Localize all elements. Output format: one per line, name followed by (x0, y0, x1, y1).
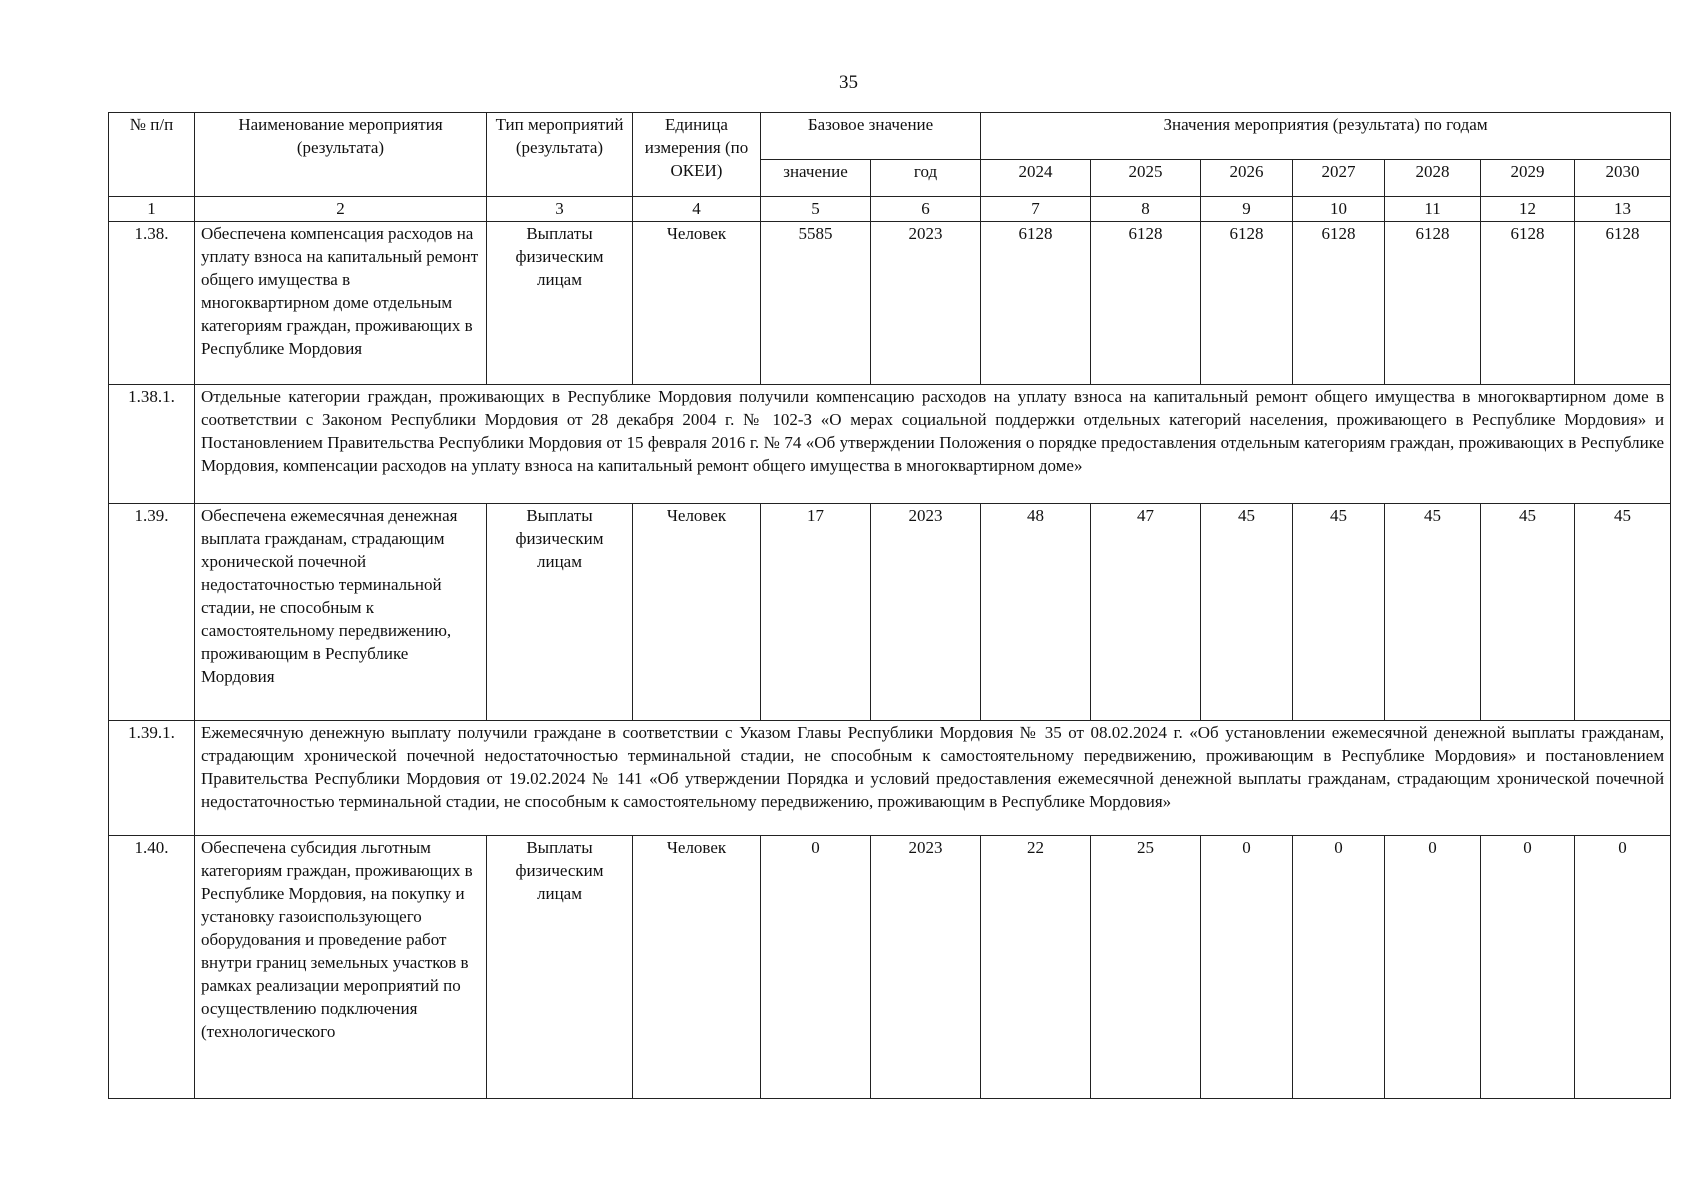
row-year-value: 6128 (1481, 222, 1575, 385)
header-name: Наименование мероприятия (результата) (195, 113, 487, 197)
row-year-value: 6128 (1575, 222, 1671, 385)
column-number: 7 (981, 197, 1091, 222)
row-year-value: 0 (1481, 836, 1575, 1099)
header-unit: Единица измерения (по ОКЕИ) (633, 113, 761, 197)
row-type: Выплаты физическим лицам (487, 222, 633, 385)
row-unit: Человек (633, 222, 761, 385)
column-number: 8 (1091, 197, 1201, 222)
page-number: 35 (839, 72, 858, 93)
header-type: Тип мероприятий (результата) (487, 113, 633, 197)
column-number: 3 (487, 197, 633, 222)
row-name: Обеспечена ежемесячная денежная выплата гражданам, страдающим хронической почечной недостаточностью терминальной стадии, не способным к самостоятельному передвижению, проживающим в Республике Мордовия (195, 504, 487, 721)
row-year-value: 48 (981, 504, 1091, 721)
row-type: Выплаты физическим лицам (487, 504, 633, 721)
detail-row (109, 721, 1671, 836)
row-year-value: 45 (1481, 504, 1575, 721)
row-base-value: 17 (761, 504, 871, 721)
header-year: 2029 (1481, 160, 1575, 197)
row-year-value: 45 (1575, 504, 1671, 721)
column-number: 5 (761, 197, 871, 222)
row-year-value: 25 (1091, 836, 1201, 1099)
column-numbering-row (109, 197, 1671, 222)
column-number: 12 (1481, 197, 1575, 222)
row-number: 1.39. (109, 504, 195, 721)
table-row (109, 222, 1671, 385)
column-number: 1 (109, 197, 195, 222)
row-year-value: 45 (1385, 504, 1481, 721)
table-row (109, 836, 1671, 1099)
column-number: 11 (1385, 197, 1481, 222)
column-number: 13 (1575, 197, 1671, 222)
column-number: 10 (1293, 197, 1385, 222)
row-year-value: 6128 (1201, 222, 1293, 385)
row-year-value: 22 (981, 836, 1091, 1099)
detail-row (109, 385, 1671, 504)
row-base-year: 2023 (871, 222, 981, 385)
row-name: Обеспечена компенсация расходов на уплату взноса на капитальный ремонт общего имущества в многоквартирном доме отдельным категориям граждан, проживающих в Республике Мордовия (195, 222, 487, 385)
row-name: Обеспечена субсидия льготным категориям граждан, проживающих в Республике Мордовия, на покупку и установку газоиспользующего оборудования и проведение работ внутри границ земельных участков в рамках реализации мероприятий по осуществлению подключения (технологического (195, 836, 487, 1099)
row-year-value: 45 (1201, 504, 1293, 721)
row-base-value: 5585 (761, 222, 871, 385)
header-row (109, 113, 1671, 160)
row-number: 1.38. (109, 222, 195, 385)
header-year: 2027 (1293, 160, 1385, 197)
column-number: 6 (871, 197, 981, 222)
row-base-year: 2023 (871, 504, 981, 721)
row-year-value: 0 (1293, 836, 1385, 1099)
row-number: 1.40. (109, 836, 195, 1099)
header-base-year: год (871, 160, 981, 197)
header-year: 2030 (1575, 160, 1671, 197)
row-year-value: 47 (1091, 504, 1201, 721)
detail-text: Ежемесячную денежную выплату получили граждане в соответствии с Указом Главы Республики Мордовия № 35 от 08.02.2024 г. «Об установлении ежемесячной денежной выплаты гражданам, страдающим хронической почечной недостаточностью терминальной стадии, не способным к самостоятельному передвижению, проживающим в Республике Мордовия» и постановлением Правительства Республики Мордовия от 19.02.2024 № 141 «Об утверждении Порядка и условий предоставления ежемесячной денежной выплаты гражданам, страдающим хронической почечной недостаточностью терминальной стадии, не способным к самостоятельному передвижению, проживающим в Республике Мордовия» (195, 721, 1671, 836)
row-year-value: 6128 (981, 222, 1091, 385)
header-base: Базовое значение (761, 113, 981, 160)
row-base-value: 0 (761, 836, 871, 1099)
row-unit: Человек (633, 836, 761, 1099)
detail-text: Отдельные категории граждан, проживающих в Республике Мордовия получили компенсацию расходов на уплату взноса на капитальный ремонт общего имущества в многоквартирном доме в соответствии с Законом Республики Мордовия от 28 декабря 2004 г. № 102-З «О мерах социальной поддержки отдельных категорий населения, проживающего в Республике Мордовия» и Постановлением Правительства Республики Мордовия от 15 февраля 2016 г. № 74 «Об утверждении Положения о порядке предоставления отдельным категориям граждан, проживающих в Республике Мордовия, компенсации расходов на уплату взноса на капитальный ремонт общего имущества в многоквартирном доме» (195, 385, 1671, 504)
header-year: 2025 (1091, 160, 1201, 197)
row-year-value: 0 (1385, 836, 1481, 1099)
row-unit: Человек (633, 504, 761, 721)
row-year-value: 0 (1201, 836, 1293, 1099)
results-table (108, 112, 1671, 1099)
row-year-value: 45 (1293, 504, 1385, 721)
table-row (109, 504, 1671, 721)
column-number: 9 (1201, 197, 1293, 222)
detail-number: 1.38.1. (109, 385, 195, 504)
row-year-value: 0 (1575, 836, 1671, 1099)
column-number: 2 (195, 197, 487, 222)
header-year: 2028 (1385, 160, 1481, 197)
header-base-value: значение (761, 160, 871, 197)
header-year: 2026 (1201, 160, 1293, 197)
header-year: 2024 (981, 160, 1091, 197)
row-year-value: 6128 (1091, 222, 1201, 385)
column-number: 4 (633, 197, 761, 222)
row-base-year: 2023 (871, 836, 981, 1099)
header-number: № п/п (109, 113, 195, 197)
row-year-value: 6128 (1293, 222, 1385, 385)
detail-number: 1.39.1. (109, 721, 195, 836)
row-year-value: 6128 (1385, 222, 1481, 385)
header-years: Значения мероприятия (результата) по годам (981, 113, 1671, 160)
row-type: Выплаты физическим лицам (487, 836, 633, 1099)
